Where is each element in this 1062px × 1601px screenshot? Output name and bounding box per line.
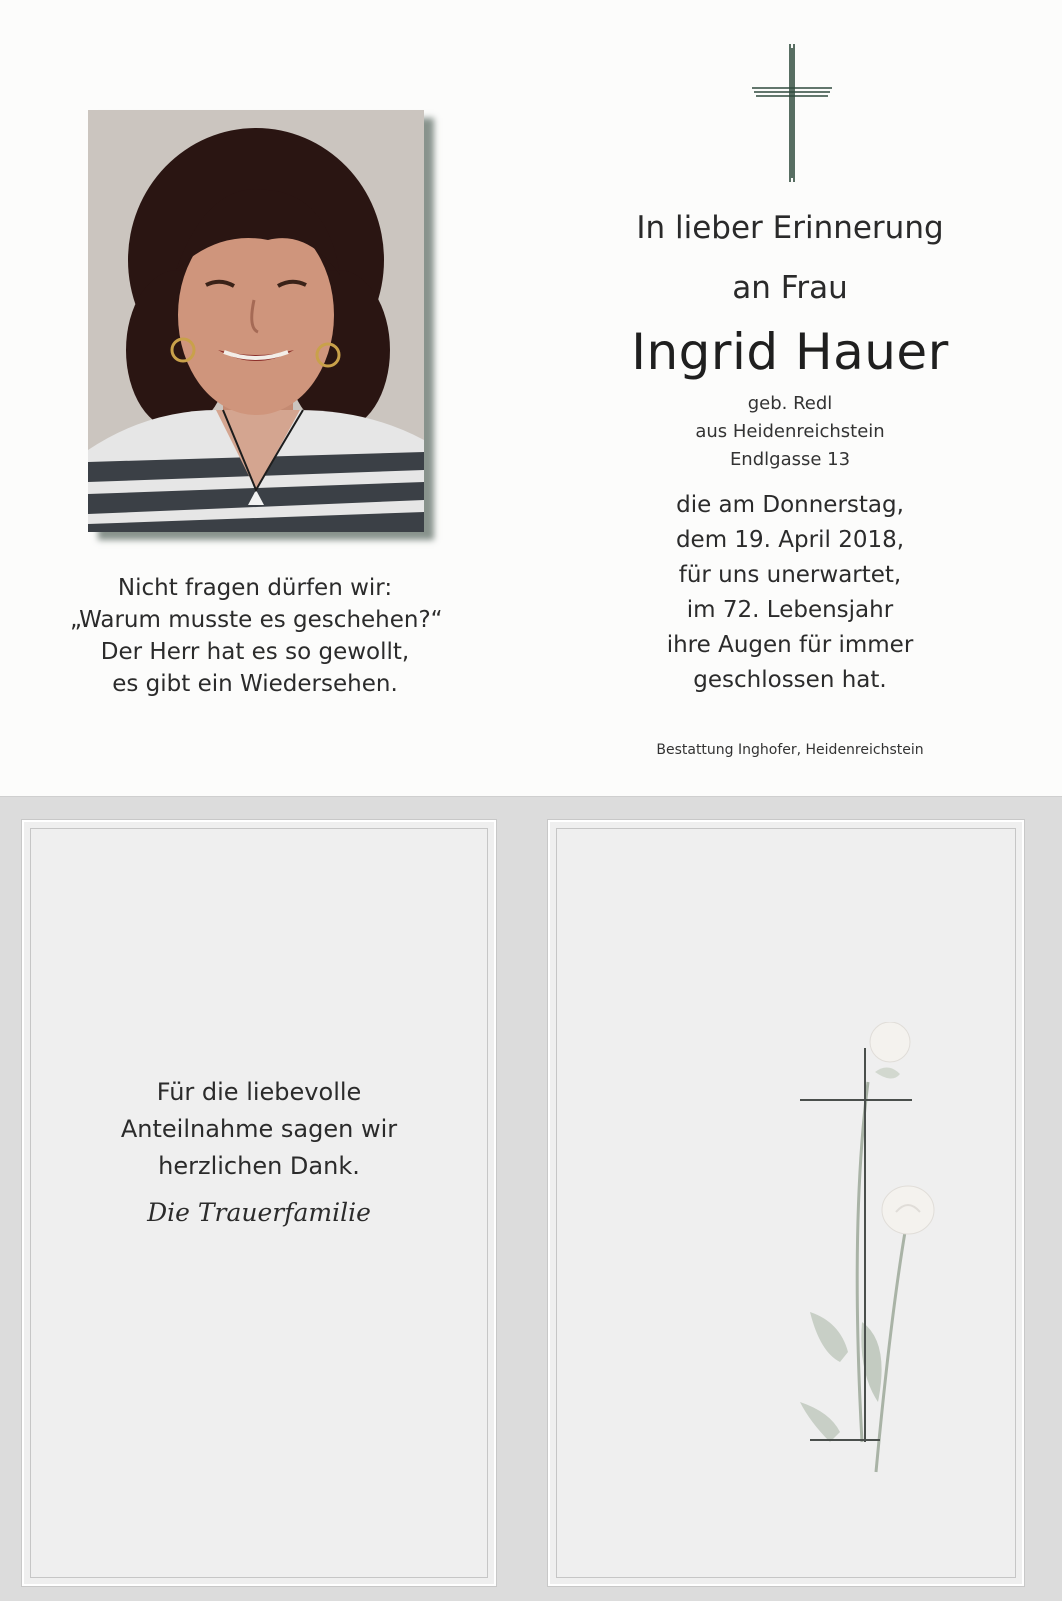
verse-line: „Warum musste es geschehen?“ <box>70 607 443 633</box>
thanks-text <box>24 1074 494 1185</box>
thanks-line: Anteilnahme sagen wir <box>120 1115 398 1143</box>
origin: aus Heidenreichstein <box>695 421 885 442</box>
verse-line: Der Herr hat es so gewollt, <box>100 639 410 665</box>
thanks-card <box>22 820 496 1586</box>
death-notice-line: die am Donnerstag, <box>676 492 904 518</box>
name-prefix: an Frau <box>732 270 848 306</box>
thanks-line: herzlichen Dank. <box>158 1152 360 1180</box>
death-notice-line: ihre Augen für immer <box>666 632 914 658</box>
death-notice-line: für uns unerwartet, <box>678 562 902 588</box>
portrait-photo <box>88 110 424 532</box>
verse-line: es gibt ein Wiedersehen. <box>112 671 398 697</box>
death-notice-line: dem 19. April 2018, <box>675 527 905 553</box>
maiden-name: geb. Redl <box>747 393 833 414</box>
funeral-home: Bestattung Inghofer, Heidenreichstein <box>656 742 924 758</box>
personal-details <box>560 390 1020 474</box>
family-signature: Die Trauerfamilie <box>147 1198 371 1227</box>
verse-line: Nicht fragen dürfen wir: <box>117 575 393 601</box>
decor-card <box>548 820 1024 1586</box>
deceased-name: Ingrid Hauer <box>631 323 949 381</box>
front-page <box>0 0 1062 796</box>
death-notice <box>560 488 1020 698</box>
death-notice-line: im 72. Lebensjahr <box>686 597 894 623</box>
memorial-verse <box>70 572 443 700</box>
memory-heading: In lieber Erinnerung <box>636 210 944 246</box>
thanks-line: Für die liebevolle <box>156 1078 362 1106</box>
rose-cross-icon <box>800 1022 970 1502</box>
address: Endlgasse 13 <box>729 449 851 470</box>
portrait-image <box>88 110 424 532</box>
death-notice-line: geschlossen hat. <box>693 667 887 693</box>
portrait-frame <box>88 110 424 532</box>
cross-icon <box>752 44 832 184</box>
